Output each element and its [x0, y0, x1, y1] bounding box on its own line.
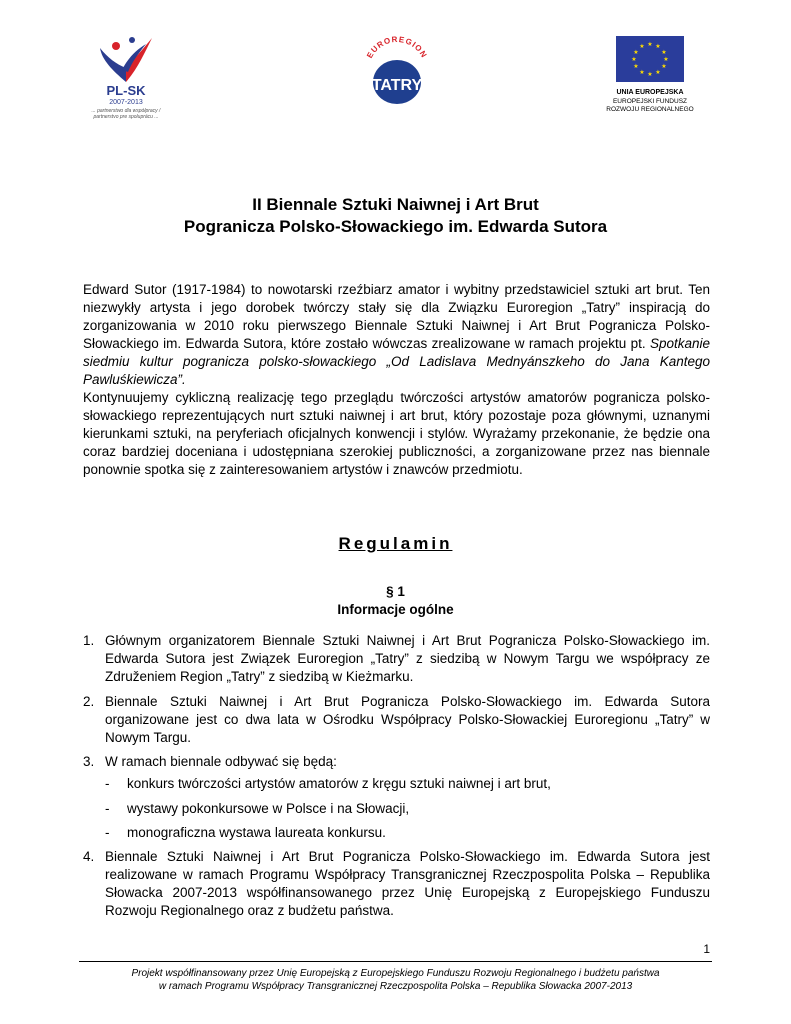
list-item-text: Biennale Sztuki Naiwnej i Art Brut Pogranicza Polsko-Słowackiego im. Edwarda Sutora organizowane jest co dwa lata w Ośrodku Współpracy Polsko-Słowackiej Euroregionu „Tatry” w Nowym Targu.	[105, 694, 710, 745]
list-item-number: 1.	[83, 633, 95, 648]
plsk-emblem-icon	[82, 30, 170, 86]
svg-text:★: ★	[661, 63, 667, 70]
document-title-line1: II Biennale Sztuki Naiwnej i Art Brut	[252, 195, 539, 214]
svg-text:★: ★	[647, 71, 653, 78]
eu-logo-line2: EUROPEJSKI FUNDUSZ	[612, 98, 688, 105]
sub-list-dash: -	[105, 825, 110, 840]
sub-list-text: monograficzna wystawa laureata konkursu.	[127, 825, 386, 840]
svg-text:★: ★	[633, 63, 639, 70]
list-item-text: Głównym organizatorem Biennale Sztuki Naiwnej i Art Brut Pogranicza Polsko-Słowackiego im. Edwarda Sutora jest Związek Euroregion „Tatry” z siedzibą w Nowym Targu we współpracy ze Združeniem Region „Tatry” z siedzibą w Kieżmarku.	[105, 633, 710, 684]
sub-list-text: wystawy pokonkursowe w Polsce i na Słowacji,	[127, 801, 410, 816]
svg-text:★: ★	[655, 69, 661, 76]
list-item-text: W ramach biennale odbywać się będą:	[105, 754, 337, 769]
intro-paragraph-1-text: Edward Sutor (1917-1984) to nowotarski rzeźbiarz amator i wybitny przedstawiciel sztuki art brut. Ten niezwykły artysta i jego dorobek twórczy stały się dla Związku Euroregion „Tatry” inspiracją do zorganizowania w 2010 roku pierwszego Biennale Sztuki Naiwnej i Art Brut Pogranicza Polsko-Słowackiego im. Edwarda Sutora, które zostało wówczas zrealizowane w ramach projektu pt.	[83, 282, 710, 351]
section-title: Informacje ogólne	[337, 602, 454, 617]
svg-text:★: ★	[663, 56, 669, 63]
sub-list-text: konkurs twórczości artystów amatorów z kręgu sztuki naiwnej i art brut,	[127, 776, 551, 791]
svg-text:★: ★	[661, 49, 667, 56]
tatry-arc-text: EUROREGION	[365, 36, 429, 60]
intro-paragraph-1-italic: Spotkanie siedmiu kultur pogranicza polsko-słowackiego „Od Ladislava Mednyánszkeho do Jana Kantego Pawluśkiewicza”.	[83, 336, 710, 387]
footer-line1: Projekt współfinansowany przez Unię Europejską z Europejskiego Funduszu Rozwoju Regionalnego i budżetu państwa	[131, 968, 660, 979]
regulamin-heading: Regulamin	[338, 534, 453, 553]
plsk-logo-tagline: ... partnerstwo dla współpracy / partnerstvo pre spoluprácu ...	[91, 108, 161, 120]
svg-text:★: ★	[639, 69, 645, 76]
eu-logo-line3: ROZWOJU REGIONALNEGO	[606, 106, 694, 113]
plsk-logo-years: 2007-2013	[109, 99, 143, 106]
tatry-name: TATRY	[371, 77, 423, 94]
document-title-line2: Pogranicza Polsko-Słowackiego im. Edwarda Sutora	[183, 217, 608, 236]
list-item-text: Biennale Sztuki Naiwnej i Art Brut Pogranicza Polsko-Słowackiego im. Edwarda Sutora jest realizowane w ramach Programu Współpracy Transgranicznej Rzeczpospolita Polska – Republika Słowacka 2007-2013 współfinansowanego przez Unię Europejską z Europejskiego Funduszu Rozwoju Regionalnego oraz z budżetu państwa.	[105, 849, 710, 918]
footer-line2: w ramach Programu Współpracy Transgranicznej Rzeczpospolita Polska – Republika Słowacka 2007-2013	[158, 981, 633, 992]
euroregion-tatry-logo	[359, 36, 435, 106]
svg-text:★: ★	[639, 43, 645, 50]
svg-text:★: ★	[647, 41, 653, 48]
intro-paragraph-1	[83, 281, 710, 389]
svg-text:★: ★	[655, 43, 661, 50]
list-item-number: 3.	[83, 754, 95, 769]
svg-text:EUROREGION	[365, 36, 429, 60]
list-item-number: 4.	[83, 849, 95, 864]
footer-divider	[79, 961, 712, 962]
sub-list-dash: -	[105, 776, 110, 791]
plsk-logo-name: PL-SK	[106, 83, 146, 98]
page-number: 1	[703, 942, 710, 956]
svg-text:★: ★	[631, 56, 637, 63]
plsk-logo	[82, 30, 170, 122]
eu-logo	[604, 36, 696, 116]
sub-list-dash: -	[105, 801, 110, 816]
intro-paragraph-2: Kontynuujemy cykliczną realizację tego przeglądu twórczości artystów amatorów pogranicza polsko-słowackiego reprezentujących nurt sztuki naiwnej i art brut, który pozostaje poza głównymi, uznanymi kierunkami sztuki, na peryferiach oficjalnych konwencji i stylów. Wyrażamy przekonanie, że będzie ona coraz bardziej doceniana i udostępniana szerokiej publiczności, a zorganizowane przez nas biennale ponownie spotka się z zainteresowaniem artystów i znawców przedmiotu.	[83, 390, 710, 477]
svg-text:★: ★	[633, 49, 639, 56]
tatry-emblem-icon	[359, 36, 435, 106]
list-item-number: 2.	[83, 694, 95, 709]
eu-flag-icon	[604, 36, 696, 88]
section-number: § 1	[386, 584, 405, 599]
eu-logo-line1: UNIA EUROPEJSKA	[616, 89, 684, 96]
